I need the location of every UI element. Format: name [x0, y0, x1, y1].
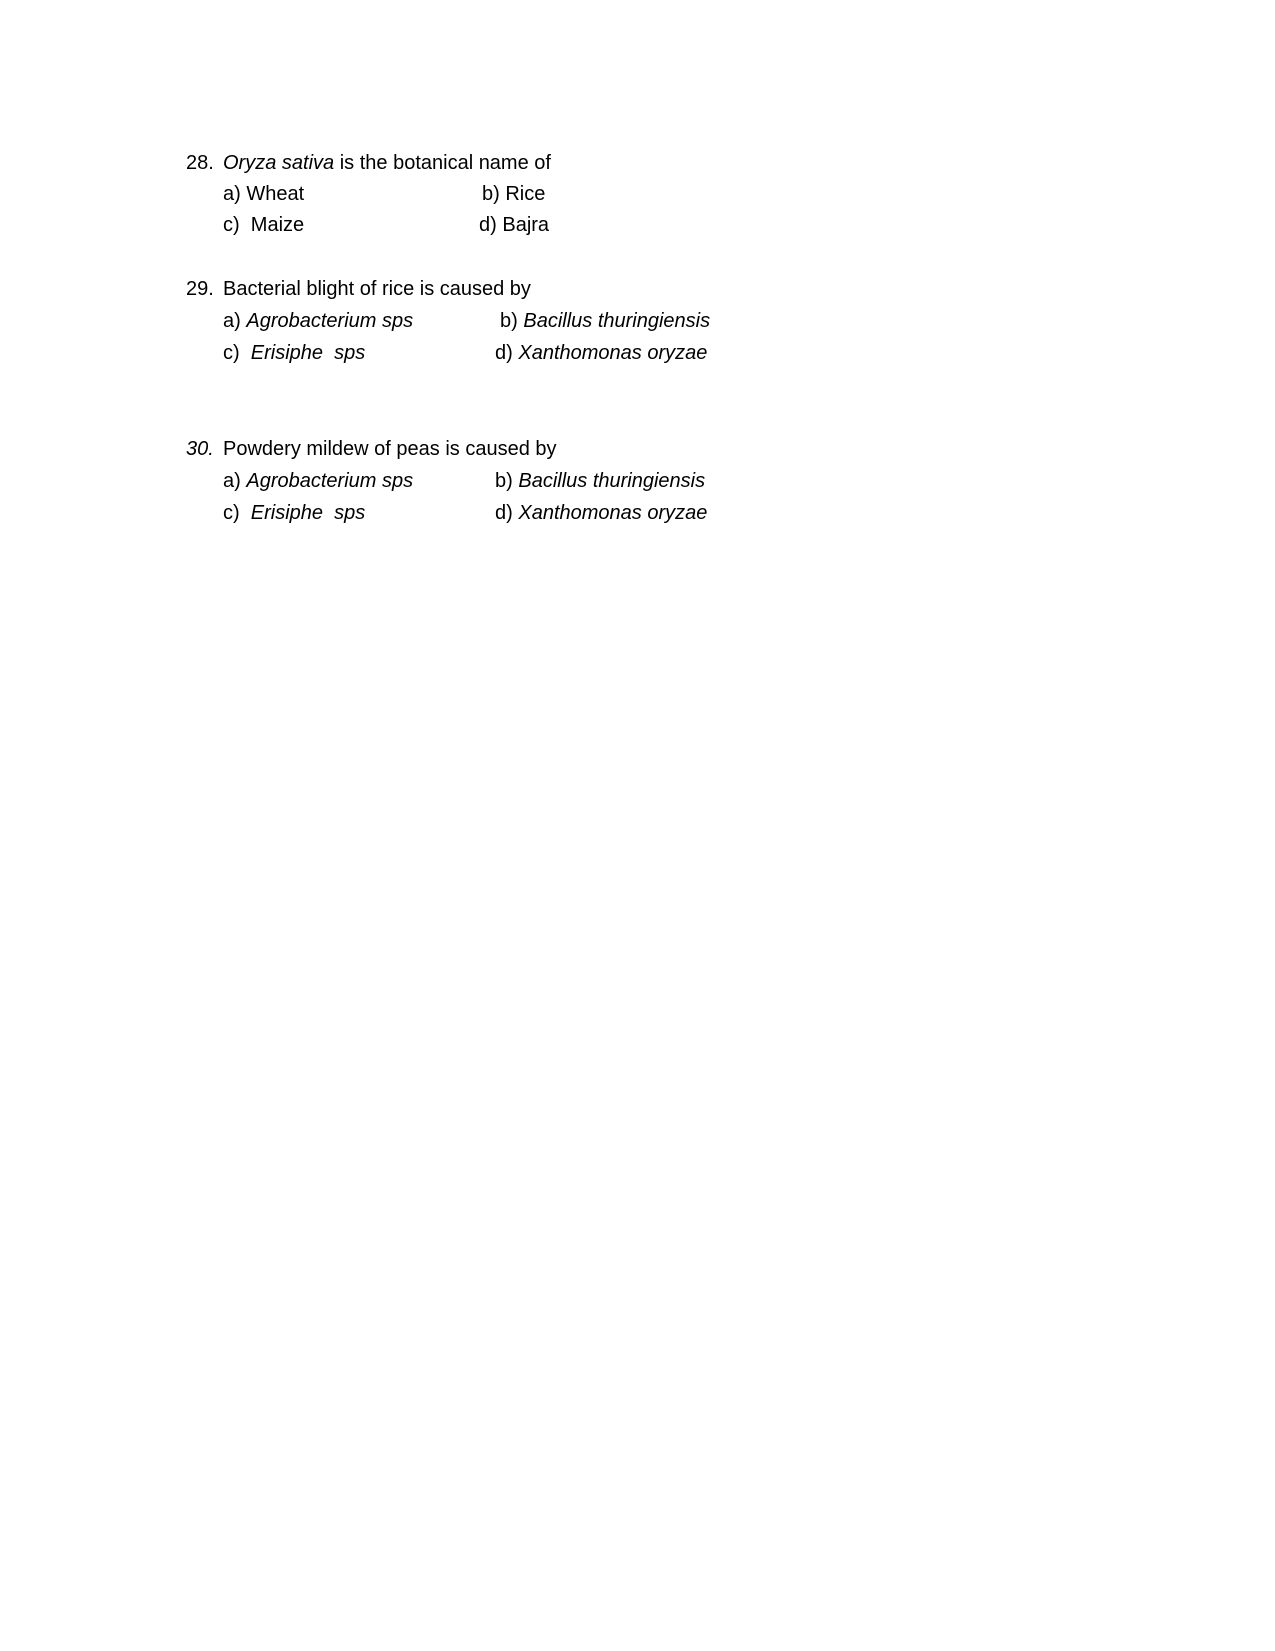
question-number: 29. — [186, 278, 214, 300]
question-28-option-a — [223, 182, 304, 206]
option-text: Agrobacterium sps — [246, 470, 414, 492]
question-29-option-c — [223, 341, 365, 365]
question-30-option-b — [495, 469, 705, 493]
option-text: Xanthomonas oryzae — [518, 502, 708, 524]
option-label: b) — [500, 310, 518, 332]
question-number: 28. — [186, 152, 214, 174]
option-text: Rice — [505, 183, 546, 205]
question-stem-text: Bacterial blight of rice is caused by — [223, 278, 531, 300]
question-stem-italic: Oryza sativa — [223, 152, 335, 174]
question-30-option-d — [495, 501, 707, 525]
option-label: a) — [223, 310, 241, 332]
question-29-option-d — [495, 341, 707, 365]
option-label: a) — [223, 183, 241, 205]
option-label: d) — [479, 214, 497, 236]
option-label: d) — [495, 342, 513, 364]
question-29-stem — [186, 277, 531, 301]
question-28-option-b — [482, 182, 545, 206]
question-30-stem — [186, 437, 557, 461]
option-label: a) — [223, 470, 241, 492]
question-29-option-a — [223, 309, 413, 333]
question-28-option-c — [223, 213, 304, 237]
option-label: c) — [223, 502, 240, 524]
option-text: Bacillus thuringiensis — [523, 310, 711, 332]
question-number: 30. — [186, 438, 214, 460]
option-text: Maize — [250, 214, 305, 236]
option-label: b) — [482, 183, 500, 205]
question-28-option-d — [479, 213, 549, 237]
option-label: d) — [495, 502, 513, 524]
question-29-option-b — [500, 309, 710, 333]
option-text: Bacillus thuringiensis — [518, 470, 706, 492]
question-stem-text: is the botanical name of — [334, 152, 551, 174]
option-text: Agrobacterium sps — [246, 310, 414, 332]
option-text: Erisiphe sps — [250, 342, 366, 364]
option-label: b) — [495, 470, 513, 492]
option-text: Bajra — [502, 214, 550, 236]
question-stem-text: Powdery mildew of peas is caused by — [223, 438, 557, 460]
option-label: c) — [223, 214, 240, 236]
option-text: Wheat — [246, 183, 305, 205]
question-30-option-a — [223, 469, 413, 493]
question-30-option-c — [223, 501, 365, 525]
question-28-stem — [186, 151, 551, 175]
option-label: c) — [223, 342, 240, 364]
option-text: Erisiphe sps — [250, 502, 366, 524]
option-text: Xanthomonas oryzae — [518, 342, 708, 364]
